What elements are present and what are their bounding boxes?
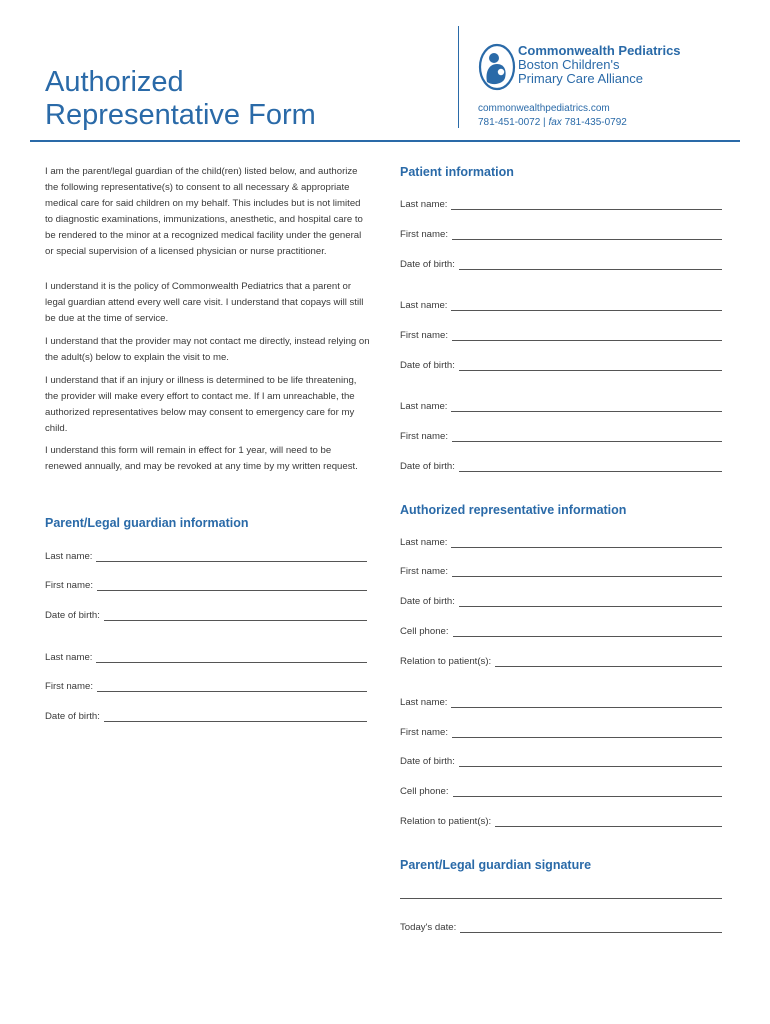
fill-line[interactable] xyxy=(451,200,722,210)
field-label: Date of birth: xyxy=(45,711,100,722)
fill-line[interactable] xyxy=(453,627,722,637)
field-label: Cell phone: xyxy=(400,626,449,637)
field-label: Last name: xyxy=(400,537,448,548)
rep-2-dob-field[interactable] xyxy=(400,753,722,767)
fill-line[interactable] xyxy=(453,787,722,797)
field-label: Last name: xyxy=(400,401,448,412)
fill-line[interactable] xyxy=(459,361,722,371)
mother-child-logo-icon xyxy=(477,42,517,92)
header-divider xyxy=(458,26,459,128)
org-name-line-1: Commonwealth Pediatrics xyxy=(518,43,681,58)
rep-2-first-name-field[interactable] xyxy=(400,724,722,738)
patient-3-first-name-field[interactable] xyxy=(400,428,722,442)
patient-info-heading: Patient information xyxy=(400,165,514,179)
fill-line[interactable] xyxy=(96,552,367,562)
parent-1-dob-field[interactable] xyxy=(45,607,367,621)
signature-heading: Parent/Legal guardian signature xyxy=(400,858,592,872)
phone-number: 781-451-0072 | xyxy=(478,117,546,128)
intro-paragraph-2: I understand it is the policy of Commonwealth Pediatrics that a parent or legal guardian attend every well care visit. I understand that copays will still be due at the time of service. xyxy=(45,281,364,324)
org-name-line-2: Boston Children's xyxy=(518,57,620,72)
patient-2-first-name-field[interactable] xyxy=(400,327,722,341)
fill-line[interactable] xyxy=(452,567,722,577)
parent-2-first-name-field[interactable] xyxy=(45,678,367,692)
field-label: Last name: xyxy=(45,551,93,562)
title-line-1: Authorized xyxy=(45,66,184,98)
field-label: Date of birth: xyxy=(400,259,455,270)
field-label: Date of birth: xyxy=(400,461,455,472)
field-label: Last name: xyxy=(400,697,448,708)
parent-2-last-name-field[interactable] xyxy=(45,649,367,663)
patient-3-last-name-field[interactable] xyxy=(400,398,722,412)
rep-1-last-name-field[interactable] xyxy=(400,534,722,548)
field-label: Date of birth: xyxy=(400,756,455,767)
fill-line[interactable] xyxy=(460,923,722,933)
field-label: Relation to patient(s): xyxy=(400,656,492,667)
rep-1-cell-phone-field[interactable] xyxy=(400,623,722,637)
organization-name xyxy=(518,44,681,86)
field-label: Date of birth: xyxy=(400,596,455,607)
fill-line[interactable] xyxy=(452,432,722,442)
field-label: First name: xyxy=(400,229,448,240)
signature-line[interactable] xyxy=(400,898,722,899)
fill-line[interactable] xyxy=(97,581,367,591)
fill-line[interactable] xyxy=(459,462,722,472)
field-label: Last name: xyxy=(400,300,448,311)
rep-2-relation-field[interactable] xyxy=(400,813,722,827)
intro-paragraph-1: I am the parent/legal guardian of the child(ren) listed below, and authorize the following representative(s) to consent to all necessary & appropriate medical care for said children on my behalf. This includes but is not limited to diagnostic examinations, immunizations, anesthetic, and hospital care to be rendered to the minor at a recognized medical facility under the general or special supervision of a licensed physician or nurse practitioner. xyxy=(45,166,363,257)
patient-1-first-name-field[interactable] xyxy=(400,226,722,240)
fill-line[interactable] xyxy=(452,728,722,738)
parent-info-heading: Parent/Legal guardian information xyxy=(45,516,249,530)
fill-line[interactable] xyxy=(452,331,722,341)
contact-info xyxy=(478,102,627,130)
fill-line[interactable] xyxy=(459,260,722,270)
field-label: Cell phone: xyxy=(400,786,449,797)
patient-1-last-name-field[interactable] xyxy=(400,196,722,210)
rep-2-cell-phone-field[interactable] xyxy=(400,783,722,797)
title-line-2: Representative Form xyxy=(45,99,316,131)
patient-2-dob-field[interactable] xyxy=(400,357,722,371)
rep-1-dob-field[interactable] xyxy=(400,593,722,607)
fax-number: 781-435-0792 xyxy=(564,117,627,128)
fill-line[interactable] xyxy=(451,402,722,412)
field-label: Relation to patient(s): xyxy=(400,816,492,827)
fill-line[interactable] xyxy=(452,230,722,240)
field-label: First name: xyxy=(45,580,93,591)
todays-date-field[interactable] xyxy=(400,919,722,933)
rep-1-first-name-field[interactable] xyxy=(400,563,722,577)
field-label: First name: xyxy=(400,330,448,341)
patient-2-last-name-field[interactable] xyxy=(400,297,722,311)
field-label: Today's date: xyxy=(400,922,457,933)
intro-paragraph-4: I understand that if an injury or illness is determined to be life threatening, the provider will make every effort to contact me. If I am unreachable, the authorized representatives below may consent to emergency care for my child. xyxy=(45,375,357,434)
fill-line[interactable] xyxy=(451,538,722,548)
website-link[interactable]: commonwealthpediatrics.com xyxy=(478,103,610,114)
field-label: Date of birth: xyxy=(400,360,455,371)
fill-line[interactable] xyxy=(104,611,367,621)
fill-line[interactable] xyxy=(104,712,367,722)
org-name-line-3: Primary Care Alliance xyxy=(518,71,643,86)
field-label: First name: xyxy=(400,727,448,738)
rep-1-relation-field[interactable] xyxy=(400,653,722,667)
fill-line[interactable] xyxy=(459,597,722,607)
fill-line[interactable] xyxy=(495,817,722,827)
patient-1-dob-field[interactable] xyxy=(400,256,722,270)
field-label: Date of birth: xyxy=(45,610,100,621)
field-label: Last name: xyxy=(400,199,448,210)
header-rule xyxy=(30,140,740,142)
field-label: Last name: xyxy=(45,652,93,663)
field-label: First name: xyxy=(400,566,448,577)
intro-paragraph-3: I understand that the provider may not contact me directly, instead relying on the adult(s) below to explain the visit to me. xyxy=(45,336,370,363)
rep-2-last-name-field[interactable] xyxy=(400,694,722,708)
field-label: First name: xyxy=(400,431,448,442)
phone-fax-line xyxy=(478,116,627,130)
fill-line[interactable] xyxy=(97,682,367,692)
fill-line[interactable] xyxy=(459,757,722,767)
field-label: First name: xyxy=(45,681,93,692)
parent-1-first-name-field[interactable] xyxy=(45,577,367,591)
fill-line[interactable] xyxy=(96,653,367,663)
fill-line[interactable] xyxy=(495,657,722,667)
parent-1-last-name-field[interactable] xyxy=(45,548,367,562)
representative-info-heading: Authorized representative information xyxy=(400,503,627,517)
fill-line[interactable] xyxy=(451,301,722,311)
patient-3-dob-field[interactable] xyxy=(400,458,722,472)
form-title xyxy=(45,66,316,132)
fax-label: fax xyxy=(548,117,562,128)
fill-line[interactable] xyxy=(451,698,722,708)
parent-2-dob-field[interactable] xyxy=(45,708,367,722)
intro-paragraph-5: I understand this form will remain in effect for 1 year, will need to be renewed annually, and may be revoked at any time by my written request. xyxy=(45,445,358,472)
